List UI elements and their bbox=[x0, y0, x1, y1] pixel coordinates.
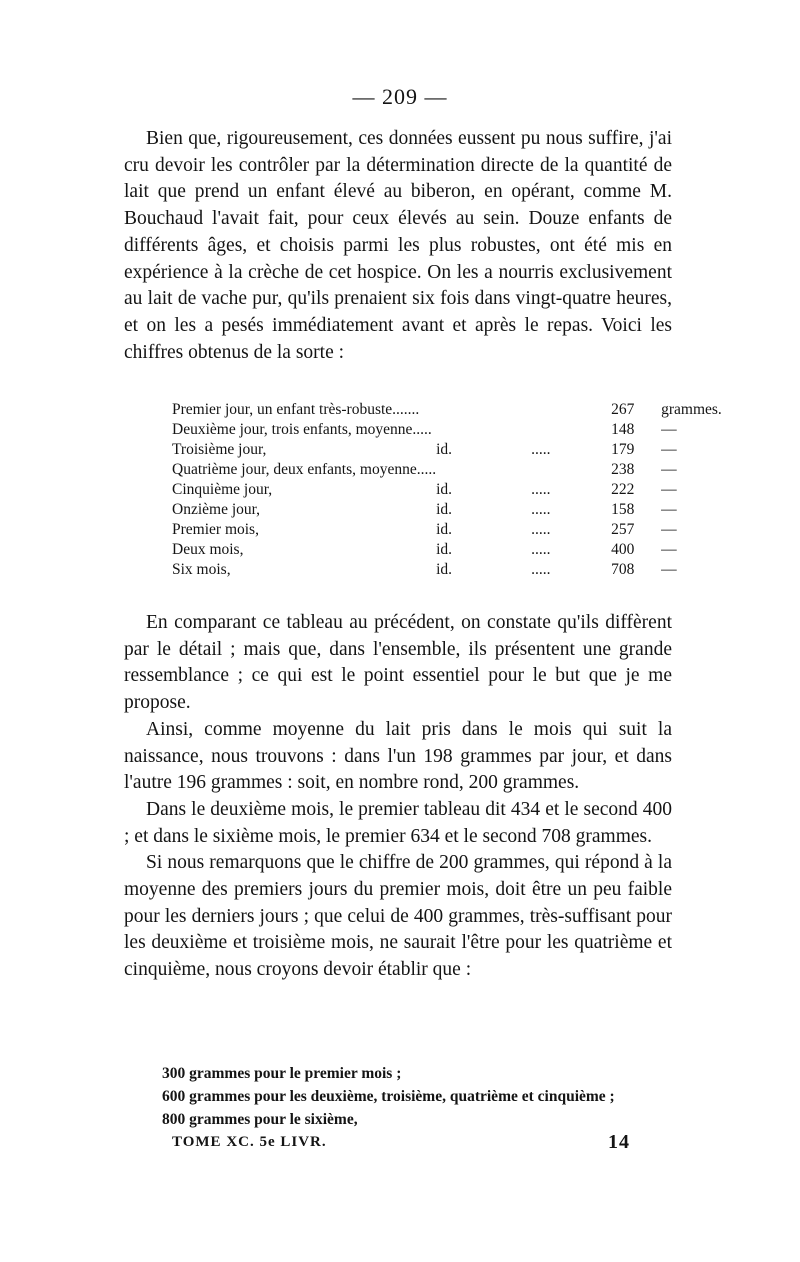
row-value: 238 bbox=[611, 461, 635, 478]
row-label: Deux mois, bbox=[172, 541, 244, 558]
row-id: id. bbox=[436, 521, 453, 538]
row-label: Deuxième jour, trois enfants, moyenne..... bbox=[172, 421, 432, 438]
row-unit: — bbox=[661, 501, 677, 518]
row-unit: — bbox=[661, 441, 677, 458]
table-row bbox=[172, 400, 741, 420]
milk-intake-table bbox=[172, 400, 741, 580]
row-id: id. bbox=[436, 441, 453, 458]
row-id: id. bbox=[436, 541, 453, 558]
table-row bbox=[172, 520, 741, 540]
table-row bbox=[172, 500, 741, 520]
row-dots: ..... bbox=[531, 481, 551, 498]
row-value: 257 bbox=[611, 521, 635, 538]
paragraph-conclusion: Si nous remarquons que le chiffre de 200 grammes, qui répond à la moyenne des premiers jours du premier mois, doit être un peu faible pour les derniers jours ; que celui de 400 grammes, très-suffisant pour les deuxième et troisième mois, ne saurait l'être pour les quatrième et cinquième, nous croyons devoir établir que : bbox=[124, 852, 672, 981]
ration-list bbox=[162, 1062, 682, 1131]
row-unit: — bbox=[661, 561, 677, 578]
row-value: 222 bbox=[611, 481, 635, 498]
row-dots bbox=[531, 420, 611, 440]
row-value: 400 bbox=[611, 541, 635, 558]
row-value: 267 bbox=[611, 401, 635, 418]
table-row bbox=[172, 460, 741, 480]
row-unit: — bbox=[661, 541, 677, 558]
intro-paragraph: Bien que, rigoureusement, ces données eussent pu nous suffire, j'ai cru devoir les contrôler par la détermination directe de la quantité de lait que prend un enfant élevé au biberon, en opérant, comme M. Bouchaud l'avait fait, pour ceux élevés au sein. Douze enfants de différents âges, et choisis parmi les plus robustes, ont été mis en expérience à la crèche de cet hospice. On les a nourris exclusivement au lait de vache pur, qu'ils prenaient six fois dans vingt-quatre heures, et on les a pesés immédiatement avant et après le repas. Voici les chiffres obtenus de la sorte : bbox=[124, 128, 672, 363]
row-value: 148 bbox=[611, 421, 635, 438]
row-label: Cinquième jour, bbox=[172, 481, 273, 498]
row-dots: ..... bbox=[531, 441, 551, 458]
row-value: 179 bbox=[611, 441, 635, 458]
row-unit: — bbox=[661, 421, 677, 438]
row-dots: ..... bbox=[531, 561, 551, 578]
list-item: 600 grammes pour les deuxième, troisième, quatrième et cinquième ; bbox=[162, 1088, 615, 1105]
row-label: Six mois, bbox=[172, 561, 231, 578]
row-unit: — bbox=[661, 461, 677, 478]
list-item: 300 grammes pour le premier mois ; bbox=[162, 1065, 402, 1082]
row-dots: ..... bbox=[531, 521, 551, 538]
paragraph-second-month: Dans le deuxième mois, le premier tableau dit 434 et le second 400 ; et dans le sixième mois, le premier 634 et le second 708 grammes. bbox=[124, 798, 672, 847]
row-dots bbox=[531, 400, 611, 420]
body-text bbox=[124, 610, 672, 984]
row-value: 708 bbox=[611, 561, 635, 578]
row-label: Onzième jour, bbox=[172, 501, 261, 518]
list-item: 800 grammes pour le sixième, bbox=[162, 1111, 358, 1128]
row-id: id. bbox=[436, 501, 453, 518]
row-dots: ..... bbox=[531, 541, 551, 558]
table-row bbox=[172, 540, 741, 560]
intro-block bbox=[124, 126, 672, 366]
row-id bbox=[436, 400, 531, 420]
page-number: — 209 — bbox=[352, 84, 448, 109]
paragraph-comparison: En comparant ce tableau au précédent, on constate qu'ils diffèrent par le détail ; mais que, dans l'ensemble, ils présentent une grande ressemblance ; ce qui est le point essentiel pour le but que je me propose. bbox=[124, 612, 672, 714]
row-value: 158 bbox=[611, 501, 635, 518]
table-row bbox=[172, 420, 741, 440]
row-id: id. bbox=[436, 481, 453, 498]
row-label: Premier jour, un enfant très-robuste....... bbox=[172, 401, 420, 418]
sheet-number: 14 bbox=[608, 1131, 630, 1153]
row-label: Troisième jour, bbox=[172, 441, 267, 458]
row-dots: ..... bbox=[531, 501, 551, 518]
row-unit: — bbox=[661, 521, 677, 538]
table-row bbox=[172, 560, 741, 580]
row-label: Premier mois, bbox=[172, 521, 259, 538]
row-id bbox=[436, 460, 531, 480]
signature-mark: TOME XC. 5e LIVR. bbox=[172, 1134, 327, 1150]
row-unit: — bbox=[661, 481, 677, 498]
row-id: id. bbox=[436, 561, 453, 578]
row-id bbox=[436, 420, 531, 440]
row-label: Quatrième jour, deux enfants, moyenne..... bbox=[172, 461, 437, 478]
row-unit: grammes. bbox=[661, 401, 722, 418]
table-row bbox=[172, 480, 741, 500]
table-row bbox=[172, 440, 741, 460]
paragraph-first-month: Ainsi, comme moyenne du lait pris dans le mois qui suit la naissance, nous trouvons : dans l'un 198 grammes par jour, et dans l'autre 196 grammes : soit, en nombre rond, 200 grammes. bbox=[124, 718, 672, 794]
row-dots bbox=[531, 460, 611, 480]
